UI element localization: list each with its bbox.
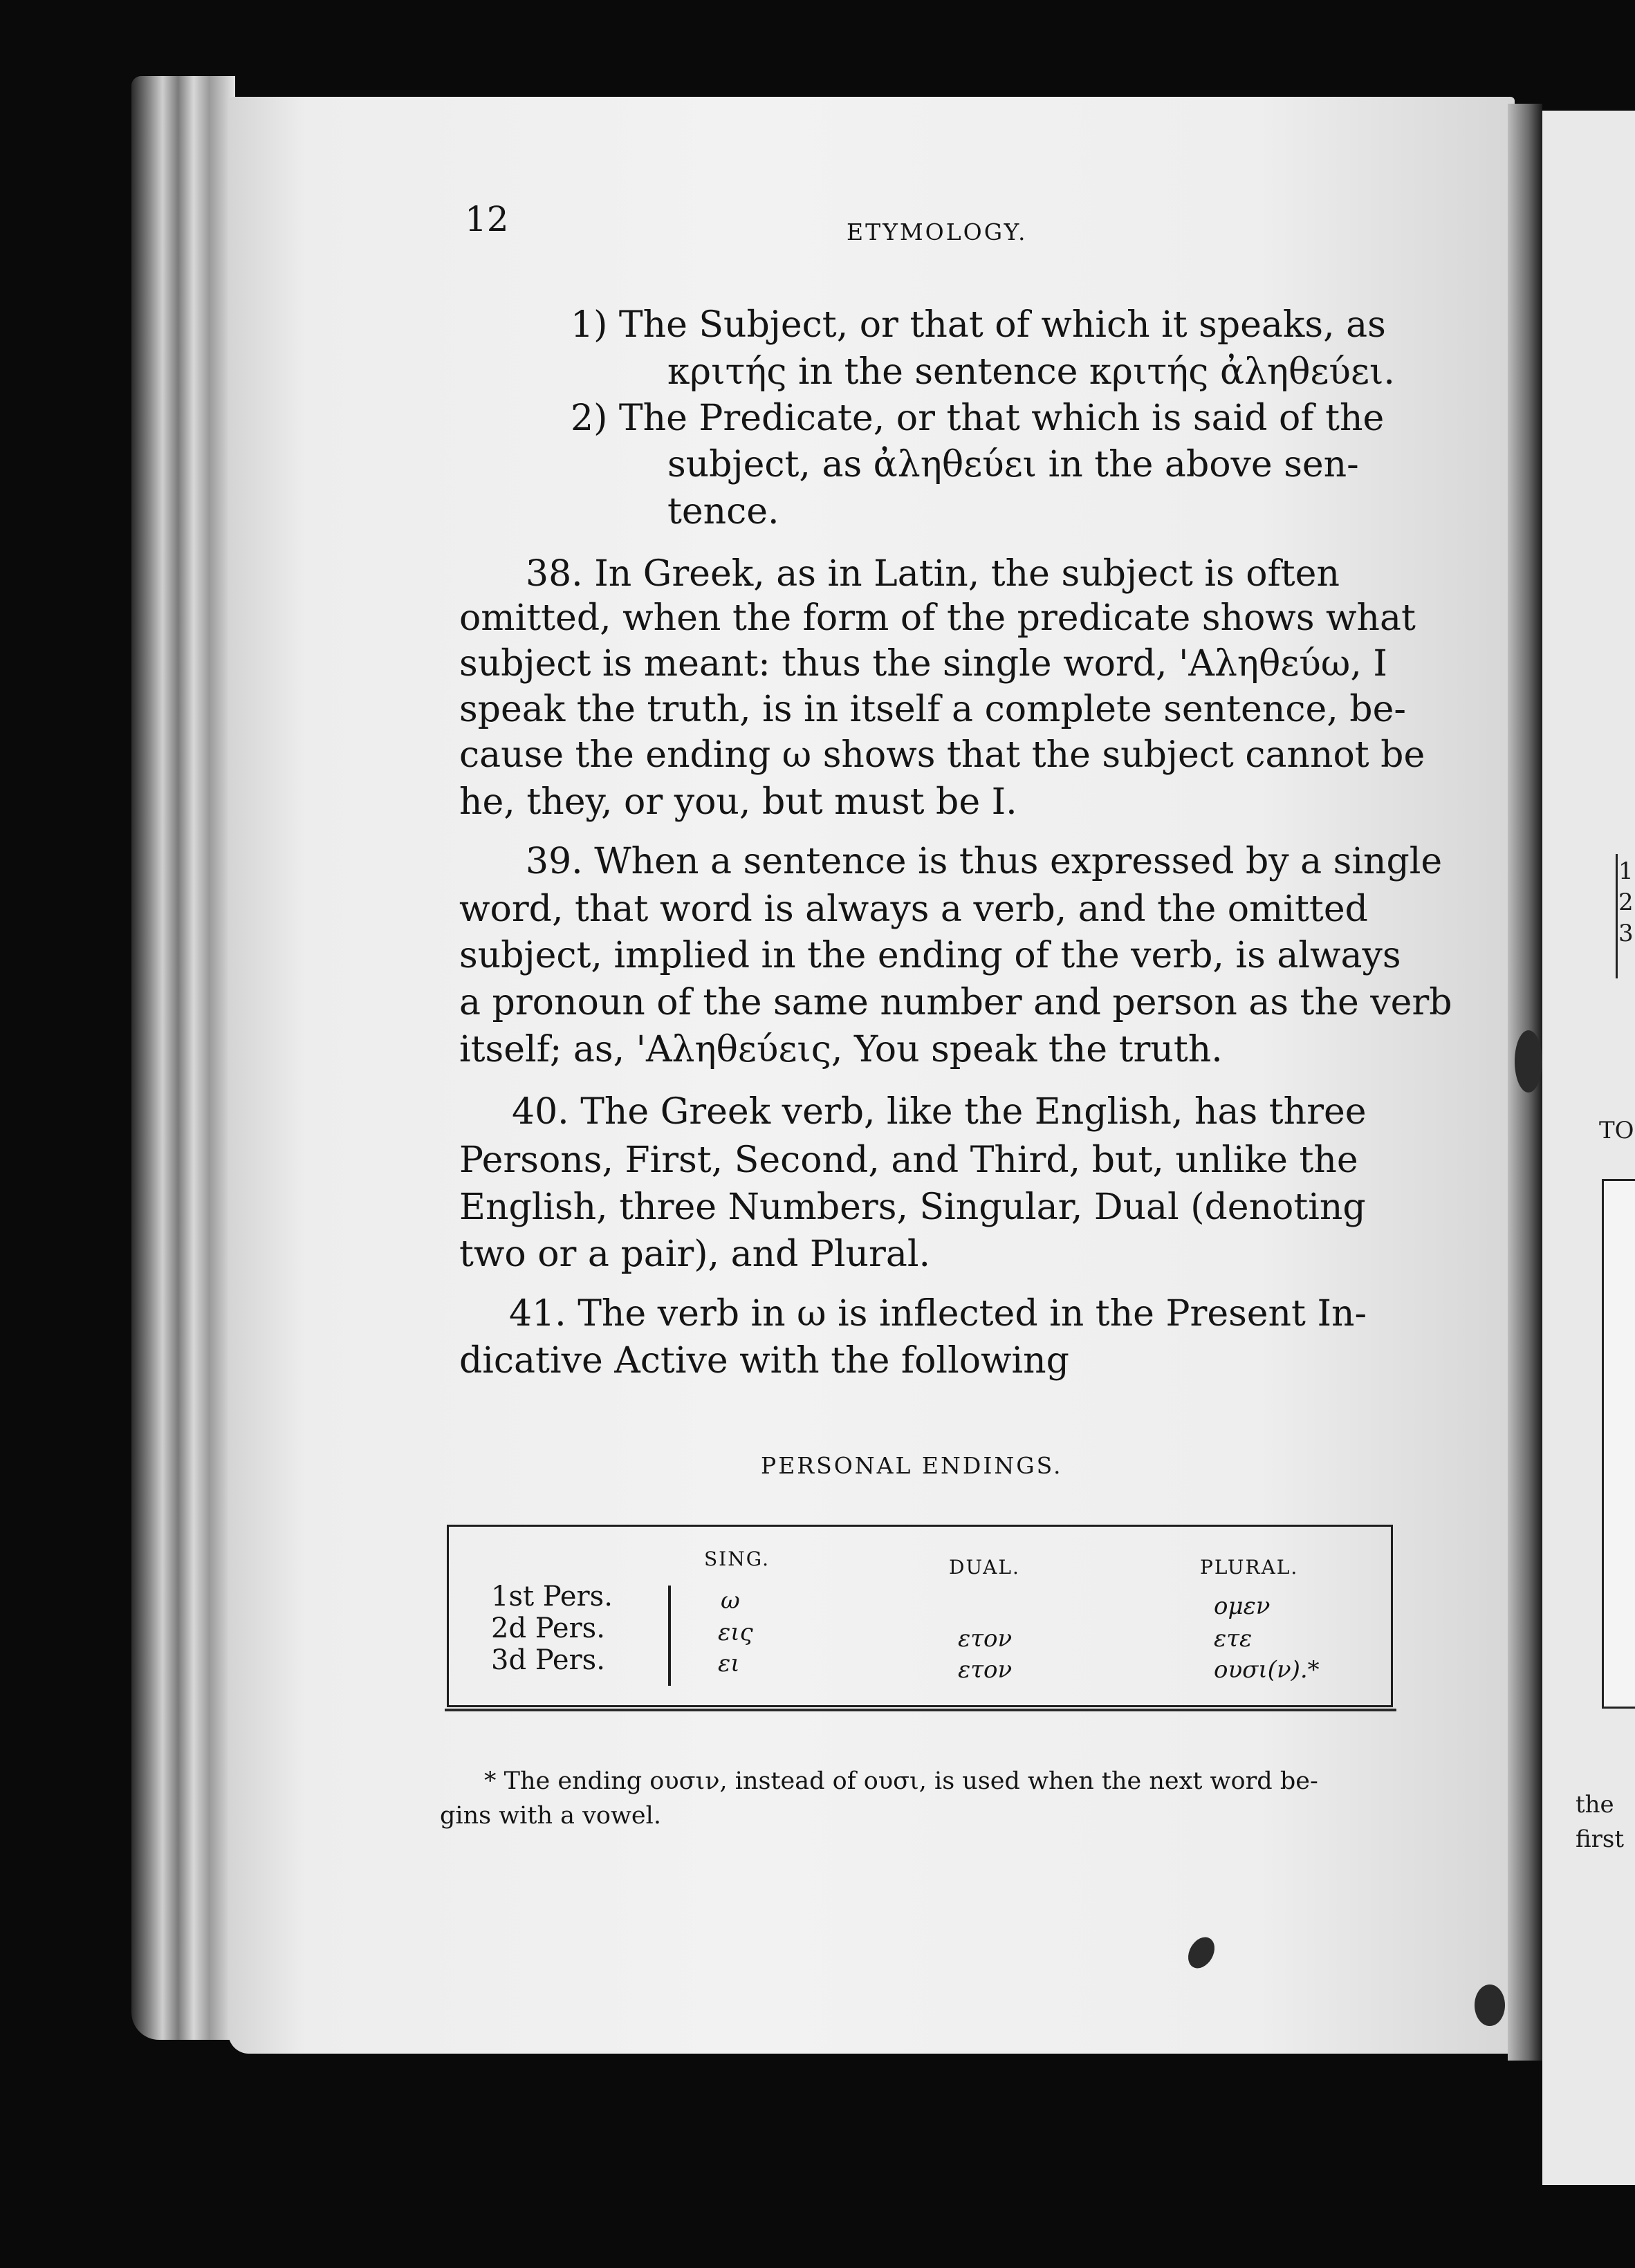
table-cell: ει bbox=[718, 1650, 740, 1677]
body-text-line: itself; as, 'Αληθεύεις, You speak the truth. bbox=[459, 1029, 1223, 1070]
running-head: ETYMOLOGY. bbox=[847, 219, 1028, 245]
body-text-line: 41. The verb in ω is inflected in the Present In- bbox=[509, 1293, 1367, 1335]
table-header-plural: PLURAL. bbox=[1200, 1556, 1299, 1579]
body-text-line: κριτής in the sentence κριτής ἀληθεύει. bbox=[667, 351, 1395, 393]
body-text-line: subject, as ἀληθεύει in the above sen- bbox=[667, 444, 1359, 485]
body-text-line: he, they, or you, but must be I. bbox=[459, 781, 1017, 823]
table-title: PERSONAL ENDINGS. bbox=[761, 1452, 1063, 1479]
table-cell: ετε bbox=[1214, 1625, 1253, 1653]
table-cell: εις bbox=[718, 1619, 753, 1646]
body-text-line: 39. When a sentence is thus expressed by a single bbox=[526, 841, 1443, 882]
adjacent-page-fragment: 2 bbox=[1618, 889, 1634, 916]
table-cell: ετον bbox=[958, 1625, 1013, 1653]
body-text-line: speak the truth, is in itself a complete sentence, be- bbox=[459, 689, 1406, 730]
table-header-dual: DUAL. bbox=[949, 1556, 1020, 1579]
body-text-line: a pronoun of the same number and person as the verb bbox=[459, 982, 1452, 1023]
body-text-line: subject, implied in the ending of the verb, is always bbox=[459, 935, 1401, 976]
body-text-line: English, three Numbers, Singular, Dual (denoting bbox=[459, 1187, 1366, 1228]
body-text-line: cause the ending ω shows that the subject cannot be bbox=[459, 734, 1425, 776]
body-text-line: tence. bbox=[667, 491, 779, 532]
body-text-line: Persons, First, Second, and Third, but, unlike the bbox=[459, 1140, 1358, 1181]
adjacent-page-fragment: the bbox=[1576, 1791, 1614, 1819]
footnote-line: gins with a vowel. bbox=[440, 1802, 661, 1830]
adjacent-page-fragment: first bbox=[1576, 1825, 1625, 1853]
body-text-line: word, that word is always a verb, and the omitted bbox=[459, 889, 1368, 930]
body-text-line: dicative Active with the following bbox=[459, 1340, 1069, 1382]
body-text-line: 2) The Predicate, or that which is said of the bbox=[571, 398, 1385, 439]
table-cell: ετον bbox=[958, 1656, 1013, 1684]
body-text-line: 1) The Subject, or that of which it speaks, as bbox=[571, 304, 1386, 346]
table-cell: ουσι(ν).* bbox=[1214, 1656, 1320, 1684]
adjacent-page-fragment: TO bbox=[1599, 1117, 1634, 1144]
table-row-label: 1st Pers. bbox=[491, 1581, 613, 1612]
table-cell: ω bbox=[721, 1587, 740, 1615]
table-cell: ομεν bbox=[1214, 1592, 1271, 1620]
footnote-line: * The ending ουσιν, instead of ουσι, is used when the next word be- bbox=[484, 1767, 1318, 1795]
table-column-divider bbox=[668, 1586, 671, 1686]
body-text-line: subject is meant: thus the single word, 'Αληθεύω, I bbox=[459, 643, 1387, 685]
adjacent-page-fragment: 1 bbox=[1618, 857, 1634, 885]
adjacent-page-fragment: 3 bbox=[1618, 920, 1634, 947]
table-row-label: 2d Pers. bbox=[491, 1612, 605, 1644]
table-row-label: 3d Pers. bbox=[491, 1644, 605, 1676]
page-number: 12 bbox=[465, 199, 509, 239]
body-text-line: 38. In Greek, as in Latin, the subject is often bbox=[526, 553, 1340, 595]
table-header-singular: SING. bbox=[704, 1547, 770, 1570]
body-text-line: two or a pair), and Plural. bbox=[459, 1234, 931, 1275]
body-text-line: omitted, when the form of the predicate shows what bbox=[459, 597, 1416, 639]
body-text-line: 40. The Greek verb, like the English, has three bbox=[512, 1091, 1367, 1133]
